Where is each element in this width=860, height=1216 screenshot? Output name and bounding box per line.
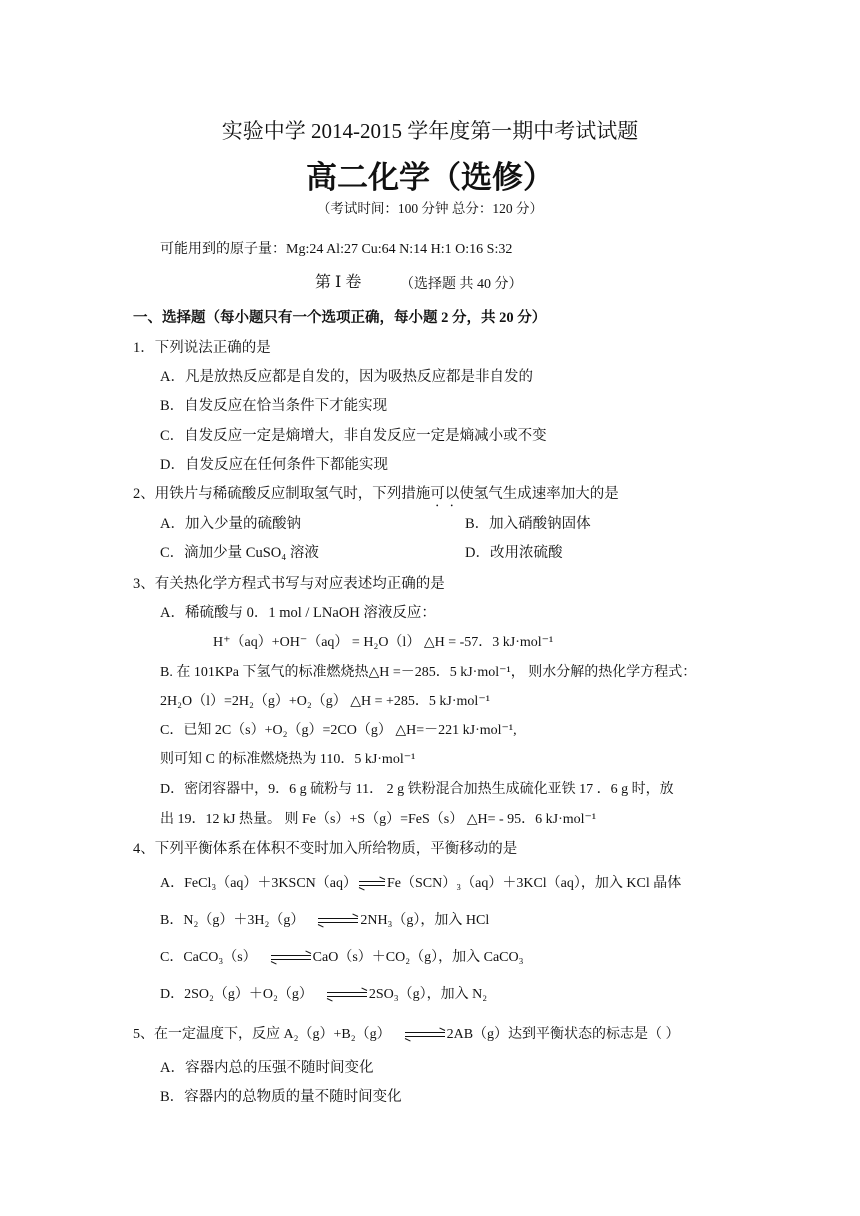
q3-option-c-line2: 则可知 C 的标准燃烧热为 110．5 kJ·mol⁻¹ [160,752,416,767]
q3-option-d-line1: D．密闭容器中，9．6 g 硫粉与 11． 2 g 铁粉混合加热生成硫化亚铁 17 ．6 g 时，放 [160,782,674,797]
q3-option-b-line2: 2H₂O（l）=2H₂（g）+O₂（g） △H = +285．5 kJ·mol⁻¹ [160,694,490,709]
q1-stem: 1．下列说法正确的是 [133,340,271,356]
q5-stem-right: 2AB（g）达到平衡状态的标志是（ ） [446,1027,680,1042]
equilibrium-arrow-icon [327,990,367,999]
q2-option-b: B．加入硝酸钠固体 [465,516,591,532]
q4-option-a [160,874,681,894]
q1-option-c: C．自发反应一定是熵增大，非自发反应一定是熵减小或不变 [160,428,547,444]
q3-stem: 3、有关热化学方程式书写与对应表述均正确的是 [133,576,445,592]
q2-stem [133,484,619,510]
q2-stem-emphasis: 可以 [430,486,460,502]
section-heading: 一、选择题（每小题只有一个选项正确，每小题 2 分，共 20 分） [133,310,547,326]
q4-stem: 4、下列平衡体系在体积不变时加入所给物质，平衡移动的是 [133,841,518,857]
q1-option-b: B．自发反应在恰当条件下才能实现 [160,398,388,414]
volume-note: （选择题 共 40 分） [400,277,523,292]
q4-option-d-left: D．2SO₂（g）＋O₂（g） [160,987,313,1002]
q2-option-c: C．滴加少量 CuSO₄ 溶液 [160,545,319,561]
q3-option-b-line1: B. 在 101KPa 下氢气的标准燃烧热△H =－285．5 kJ·mol⁻¹， 则水分解的热化学方程式： [160,665,697,680]
exam-info: （考试时间：100 分钟 总分：120 分） [316,201,544,216]
q4-option-a-right: Fe（SCN）₃（aq）＋3KCl（aq），加入 KCl 晶体 [387,876,682,891]
equilibrium-arrow-icon [359,879,385,888]
q3-option-c-line1: C．已知 2C（s）+O₂（g）=2CO（g） △H=－221 kJ·mol⁻¹, [160,723,517,738]
q2-option-a: A．加入少量的硫酸钠 [160,516,301,532]
q4-option-b [160,911,489,931]
q4-option-c-left: C．CaCO₃（s） [160,950,257,965]
q5-option-b: B．容器内的总物质的量不随时间变化 [160,1089,402,1105]
q4-option-d-right: 2SO₃（g），加入 N₂ [368,987,488,1002]
q3-option-a: A．稀硫酸与 0．1 mol / LNaOH 溶液反应： [160,605,436,621]
q1-option-a: A．凡是放热反应都是自发的，因为吸热反应都是非自发的 [160,369,533,385]
q3-option-d-line2: 出 19．12 kJ 热量。 则 Fe（s）+S（g）=FeS（s） △H= - 95．6 kJ·mol⁻¹ [160,812,597,827]
q4-option-c [160,948,524,968]
volume-label: 第 Ⅰ 卷 [315,274,362,291]
q4-option-b-left: B．N₂（g）＋3H₂（g） [160,913,305,928]
q4-option-d [160,985,487,1005]
q3-option-a-equation: H⁺（aq）+OH⁻（aq） = H₂O（l） △H = -57．3 kJ·mol⁻¹ [213,635,554,650]
equilibrium-arrow-icon [405,1030,445,1039]
q2-stem-post: 使氢气生成速率加大的是 [459,486,619,502]
q2-stem-pre: 2、用铁片与稀硫酸反应制取氢气时，下列措施 [133,486,431,502]
q4-option-a-left: A．FeCl₃（aq）＋3KSCN（aq） [160,876,357,891]
exam-title: 实验中学 2014-2015 学年度第一期中考试试题 [221,119,639,143]
q5-stem-left: 5、在一定温度下，反应 A₂（g）+B₂（g） [133,1027,391,1042]
q5-option-a: A．容器内总的压强不随时间变化 [160,1060,374,1076]
q4-option-c-right: CaO（s）＋CO₂（g），加入 CaCO₃ [312,950,524,965]
atomic-masses: 可能用到的原子量：Mg:24 Al:27 Cu:64 N:14 H:1 O:16 S:32 [160,242,513,257]
q1-option-d: D．自发反应在任何条件下都能实现 [160,457,388,473]
equilibrium-arrow-icon [271,953,311,962]
equilibrium-arrow-icon [318,916,358,925]
q2-option-d: D．改用浓硫酸 [465,545,563,561]
q5-stem [133,1025,680,1045]
exam-subtitle: 高二化学（选修） [306,160,554,195]
q4-option-b-right: 2NH₃（g），加入 HCl [360,913,490,928]
